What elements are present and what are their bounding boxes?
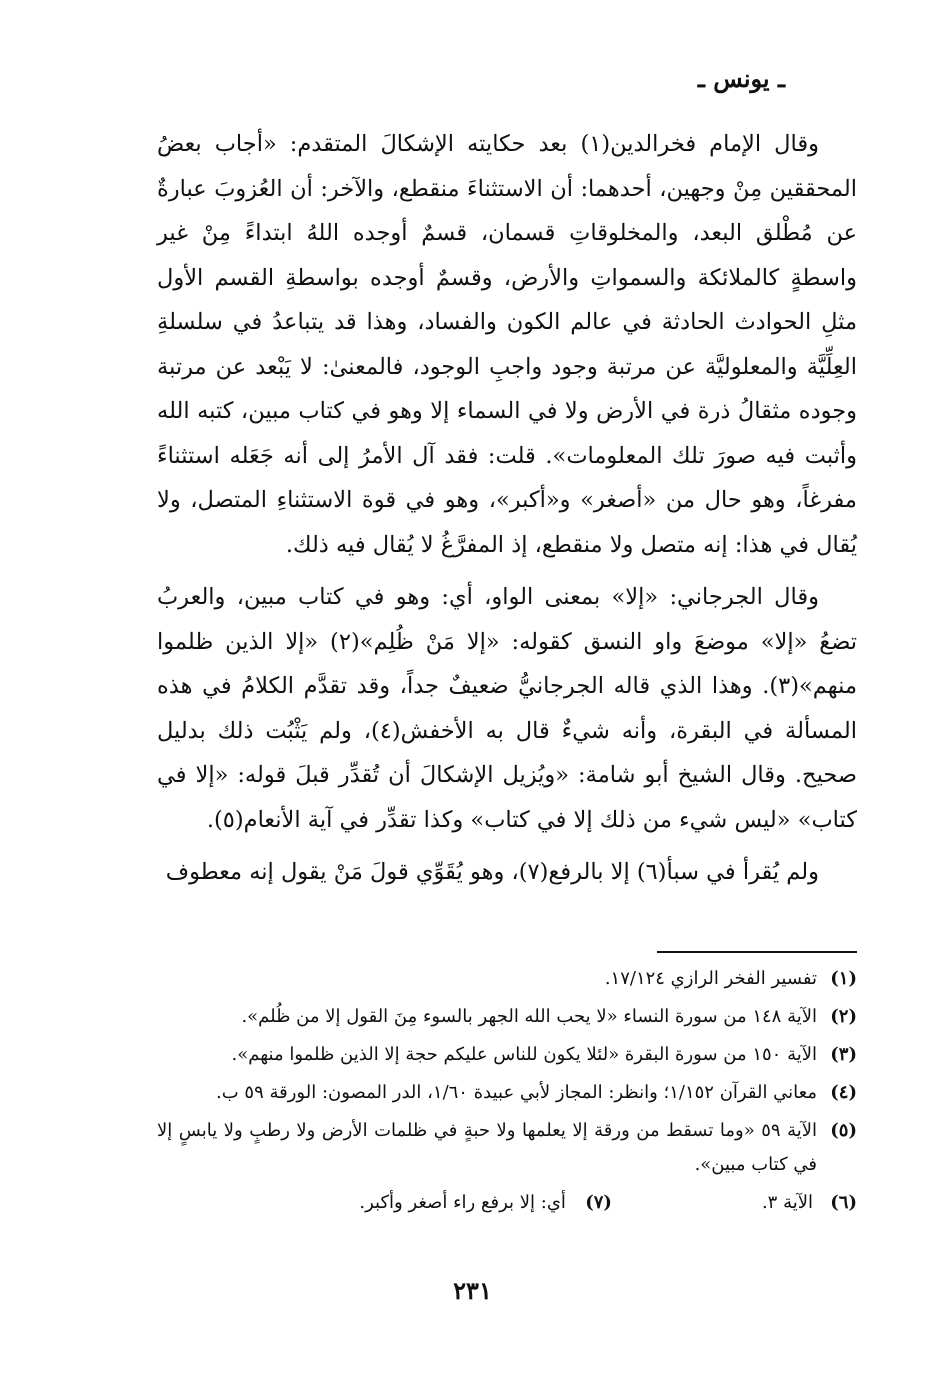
- main-text: [157, 122, 857, 895]
- footnote: [359, 1186, 612, 1220]
- running-header: ـ يونس ـ: [697, 64, 785, 93]
- footnote-divider: [657, 951, 857, 953]
- footnote-number: (٧): [585, 1192, 612, 1213]
- footnote: [157, 1000, 857, 1034]
- footnote-number: (٢): [830, 1006, 857, 1027]
- footnote-text: تفسير الفخر الرازي ١٧/١٢٤.: [604, 968, 817, 989]
- footnote-text: الآية ٣.: [761, 1192, 813, 1213]
- footnote-number: (٤): [830, 1082, 857, 1103]
- footnote-pair: [157, 1186, 857, 1220]
- footnote-text: معاني القرآن ١/١٥٢؛ وانظر: المجاز لأبي عبيدة ١/٦٠، الدر المصون: الورقة ٥٩ ب.: [216, 1082, 817, 1103]
- paragraph: ولم يُقرأ في سبأ(٦) إلا بالرفع(٧)، وهو يُقَوِّي قولَ مَنْ يقول إنه معطوف: [165, 859, 819, 885]
- footnote: [157, 1076, 857, 1110]
- footnote-text: أي: إلا برفع راء أصغر وأكبر.: [359, 1192, 566, 1213]
- footnote-text: الآية ١٥٠ من سورة البقرة «لئلا يكون للناس عليكم حجة إلا الذين ظلموا منهم».: [231, 1044, 817, 1065]
- footnote: [762, 1186, 857, 1220]
- paragraph: وقال الجرجاني: «إلا» بمعنى الواو، أي: وهو في كتاب مبين، والعربُ تضعُ «إلا» موضعَ واو النسق كقوله: «إلا مَنْ ظُلِم»(٢) «إلا الذين ظلموا منهم»(٣). وهذا الذي قاله الجرجانيُّ ضعيفٌ جداً، وقد تقدَّم الكلامُ في هذه المسألة في البقرة، وأنه شيءٌ قال به الأخفش(٤)، ولم يَثْبُت ذلك بدليل صحيح. وقال الشيخ أبو شامة: «ويُزيل الإشكالَ أن تُقدِّر قبلَ قوله: «إلا في كتاب» «ليس شيء من ذلك إلا في كتاب» وكذا تقدِّر في آية الأنعام(٥).: [157, 584, 858, 833]
- footnote-number: (٥): [830, 1120, 857, 1141]
- footnotes: [157, 962, 857, 1220]
- footnote-text: الآية ١٤٨ من سورة النساء «لا يحب الله الجهر بالسوء مِنَ القول إلا من ظُلم».: [241, 1006, 817, 1027]
- paragraph: وقال الإمام فخرالدين(١) بعد حكايته الإشكالَ المتقدم: «أجاب بعضُ المحققين مِنْ وجهين، أحدهما: أن الاستثناءَ منقطع، والآخر: أن العُزوبَ عبارةٌ عن مُطْلق البعد، والمخلوقاتِ قسمان، قسمٌ أوجده اللهُ ابتداءً مِنْ غير واسطةٍ كالملائكة والسمواتِ والأرض، وقسمٌ أوجده بواسطةِ القسم الأول مثلِ الحوادث الحادثة في عالم الكون والفساد، وهذا قد يتباعدُ في سلسلةِ العِلِّيَّة والمعلوليَّة عن مرتبة وجود واجبِ الوجود، فالمعنىٰ: لا يَبْعد عن مرتبة وجوده مثقالُ ذرة في الأرض ولا في السماء إلا وهو في كتاب مبين، كتبه الله وأثبت فيه صورَ تلك المعلومات». قلت: فقد آل الأمرُ إلى أنه جَعَله استثناءً مفرغاً، وهو حال من «أصغر» و«أكبر»، وهو في قوة الاستثناءِ المتصل، ولا يُقال في هذا: إنه متصل ولا منقطع، إذ المفرَّغُ لا يُقال فيه ذلك.: [157, 131, 857, 558]
- footnote-text: الآية ٥٩ «وما تسقط من ورقة إلا يعلمها ولا حبةٍ في ظلمات الأرض ولا رطبٍ ولا يابسٍ إلا في كتاب مبين».: [157, 1120, 817, 1175]
- footnote: [157, 1038, 857, 1072]
- page-number: ٢٣١: [453, 1276, 492, 1305]
- footnote: [157, 962, 857, 996]
- footnote-number: (٣): [830, 1044, 857, 1065]
- footnote-number: (١): [830, 968, 857, 989]
- footnote: [157, 1114, 857, 1182]
- footnote-number: (٦): [830, 1192, 857, 1213]
